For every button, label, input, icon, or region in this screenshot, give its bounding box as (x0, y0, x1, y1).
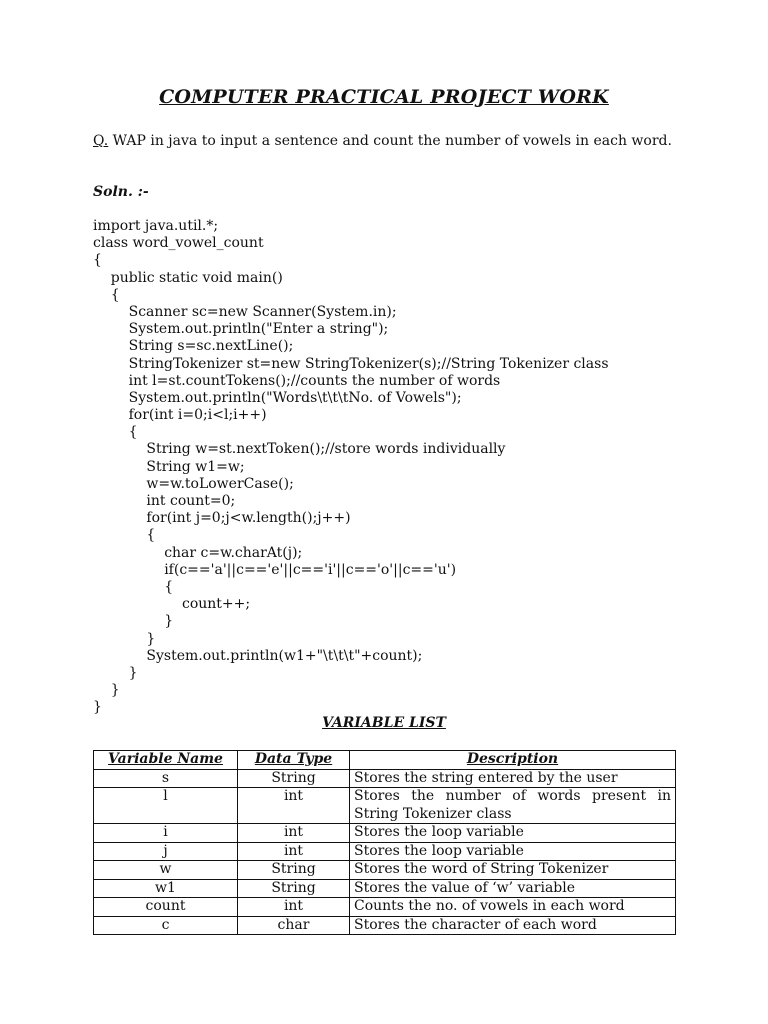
data-type-cell: String (238, 769, 350, 788)
variable-name-cell: w1 (94, 879, 238, 898)
data-type-cell: int (238, 898, 350, 917)
question (93, 132, 683, 150)
description-cell: Stores the word of String Tokenizer (350, 861, 676, 880)
code-line: import java.util.*; (93, 218, 219, 234)
table-row (94, 842, 676, 861)
description-cell: Stores the value of ‘w’ variable (350, 879, 676, 898)
code-line: System.out.println("Enter a string"); (93, 321, 389, 338)
column-header-variable-name: Variable Name (94, 751, 238, 770)
code-line: } (93, 682, 120, 699)
code-line: String s=sc.nextLine(); (93, 338, 294, 355)
data-type-cell: int (238, 842, 350, 861)
table-row (94, 861, 676, 880)
code-line: for(int j=0;j<w.length();j++) (93, 510, 351, 527)
code-line: class word_vowel_count (93, 235, 264, 252)
code-line: { (93, 578, 174, 595)
data-type-cell: int (238, 824, 350, 843)
variable-list-heading: VARIABLE LIST (322, 715, 446, 731)
data-type-cell: char (238, 916, 350, 935)
code-line: w=w.toLowerCase(); (93, 475, 294, 492)
table-row (94, 916, 676, 935)
variable-name-cell: j (94, 842, 238, 861)
description-cell: Stores the number of words present in String Tokenizer class (350, 788, 676, 824)
data-type-cell: int (238, 788, 350, 824)
code-line: Scanner sc=new Scanner(System.in); (93, 303, 397, 320)
table-row (94, 824, 676, 843)
code-line: { (93, 527, 156, 544)
solution-label: Soln. :- (93, 184, 149, 200)
description-cell: Stores the loop variable (350, 824, 676, 843)
variable-name-cell: c (94, 916, 238, 935)
variable-table-body (94, 769, 676, 935)
code-line: for(int i=0;i<l;i++) (93, 407, 267, 424)
table-header-row (94, 751, 676, 770)
code-line: int l=st.countTokens();//counts the number of words (93, 372, 501, 389)
code-line: } (93, 664, 138, 681)
code-line: int count=0; (93, 493, 236, 509)
code-line: if(c=='a'||c=='e'||c=='i'||c=='o'||c=='u') (93, 561, 457, 578)
code-block (93, 218, 609, 716)
description-cell: Stores the string entered by the user (350, 769, 676, 788)
code-line: } (93, 630, 156, 647)
variable-name-cell: s (94, 769, 238, 788)
variable-name-cell: w (94, 861, 238, 880)
table-row (94, 898, 676, 917)
code-line: System.out.println(w1+"\t\t\t"+count); (93, 647, 423, 664)
data-type-cell: String (238, 861, 350, 880)
column-header-description: Description (350, 751, 676, 770)
question-label: Q. (93, 133, 109, 149)
code-line: String w1=w; (93, 458, 245, 475)
table-row (94, 788, 676, 824)
code-line: System.out.println("Words\t\t\tNo. of Vowels"); (93, 389, 462, 406)
variable-name-cell: l (94, 788, 238, 824)
code-line: } (93, 699, 102, 716)
description-cell: Stores the character of each word (350, 916, 676, 935)
variable-name-cell: count (94, 898, 238, 917)
data-type-cell: String (238, 879, 350, 898)
code-line: } (93, 613, 174, 630)
code-line: { (93, 252, 102, 269)
question-text: WAP in java to input a sentence and count the number of vowels in each word. (108, 133, 672, 149)
code-line: char c=w.charAt(j); (93, 544, 303, 561)
description-cell: Stores the loop variable (350, 842, 676, 861)
variable-table (93, 750, 676, 935)
variable-name-cell: i (94, 824, 238, 843)
page-title: COMPUTER PRACTICAL PROJECT WORK (159, 86, 609, 108)
column-header-data-type: Data Type (238, 751, 350, 770)
description-cell: Counts the no. of vowels in each word (350, 898, 676, 917)
code-line: { (93, 286, 120, 303)
code-line: count++; (93, 596, 251, 613)
table-row (94, 879, 676, 898)
code-line: String w=st.nextToken();//store words individually (93, 441, 506, 458)
code-line: public static void main() (93, 269, 283, 286)
code-line: StringTokenizer st=new StringTokenizer(s);//String Tokenizer class (93, 355, 609, 372)
code-line: { (93, 424, 138, 441)
table-row (94, 769, 676, 788)
